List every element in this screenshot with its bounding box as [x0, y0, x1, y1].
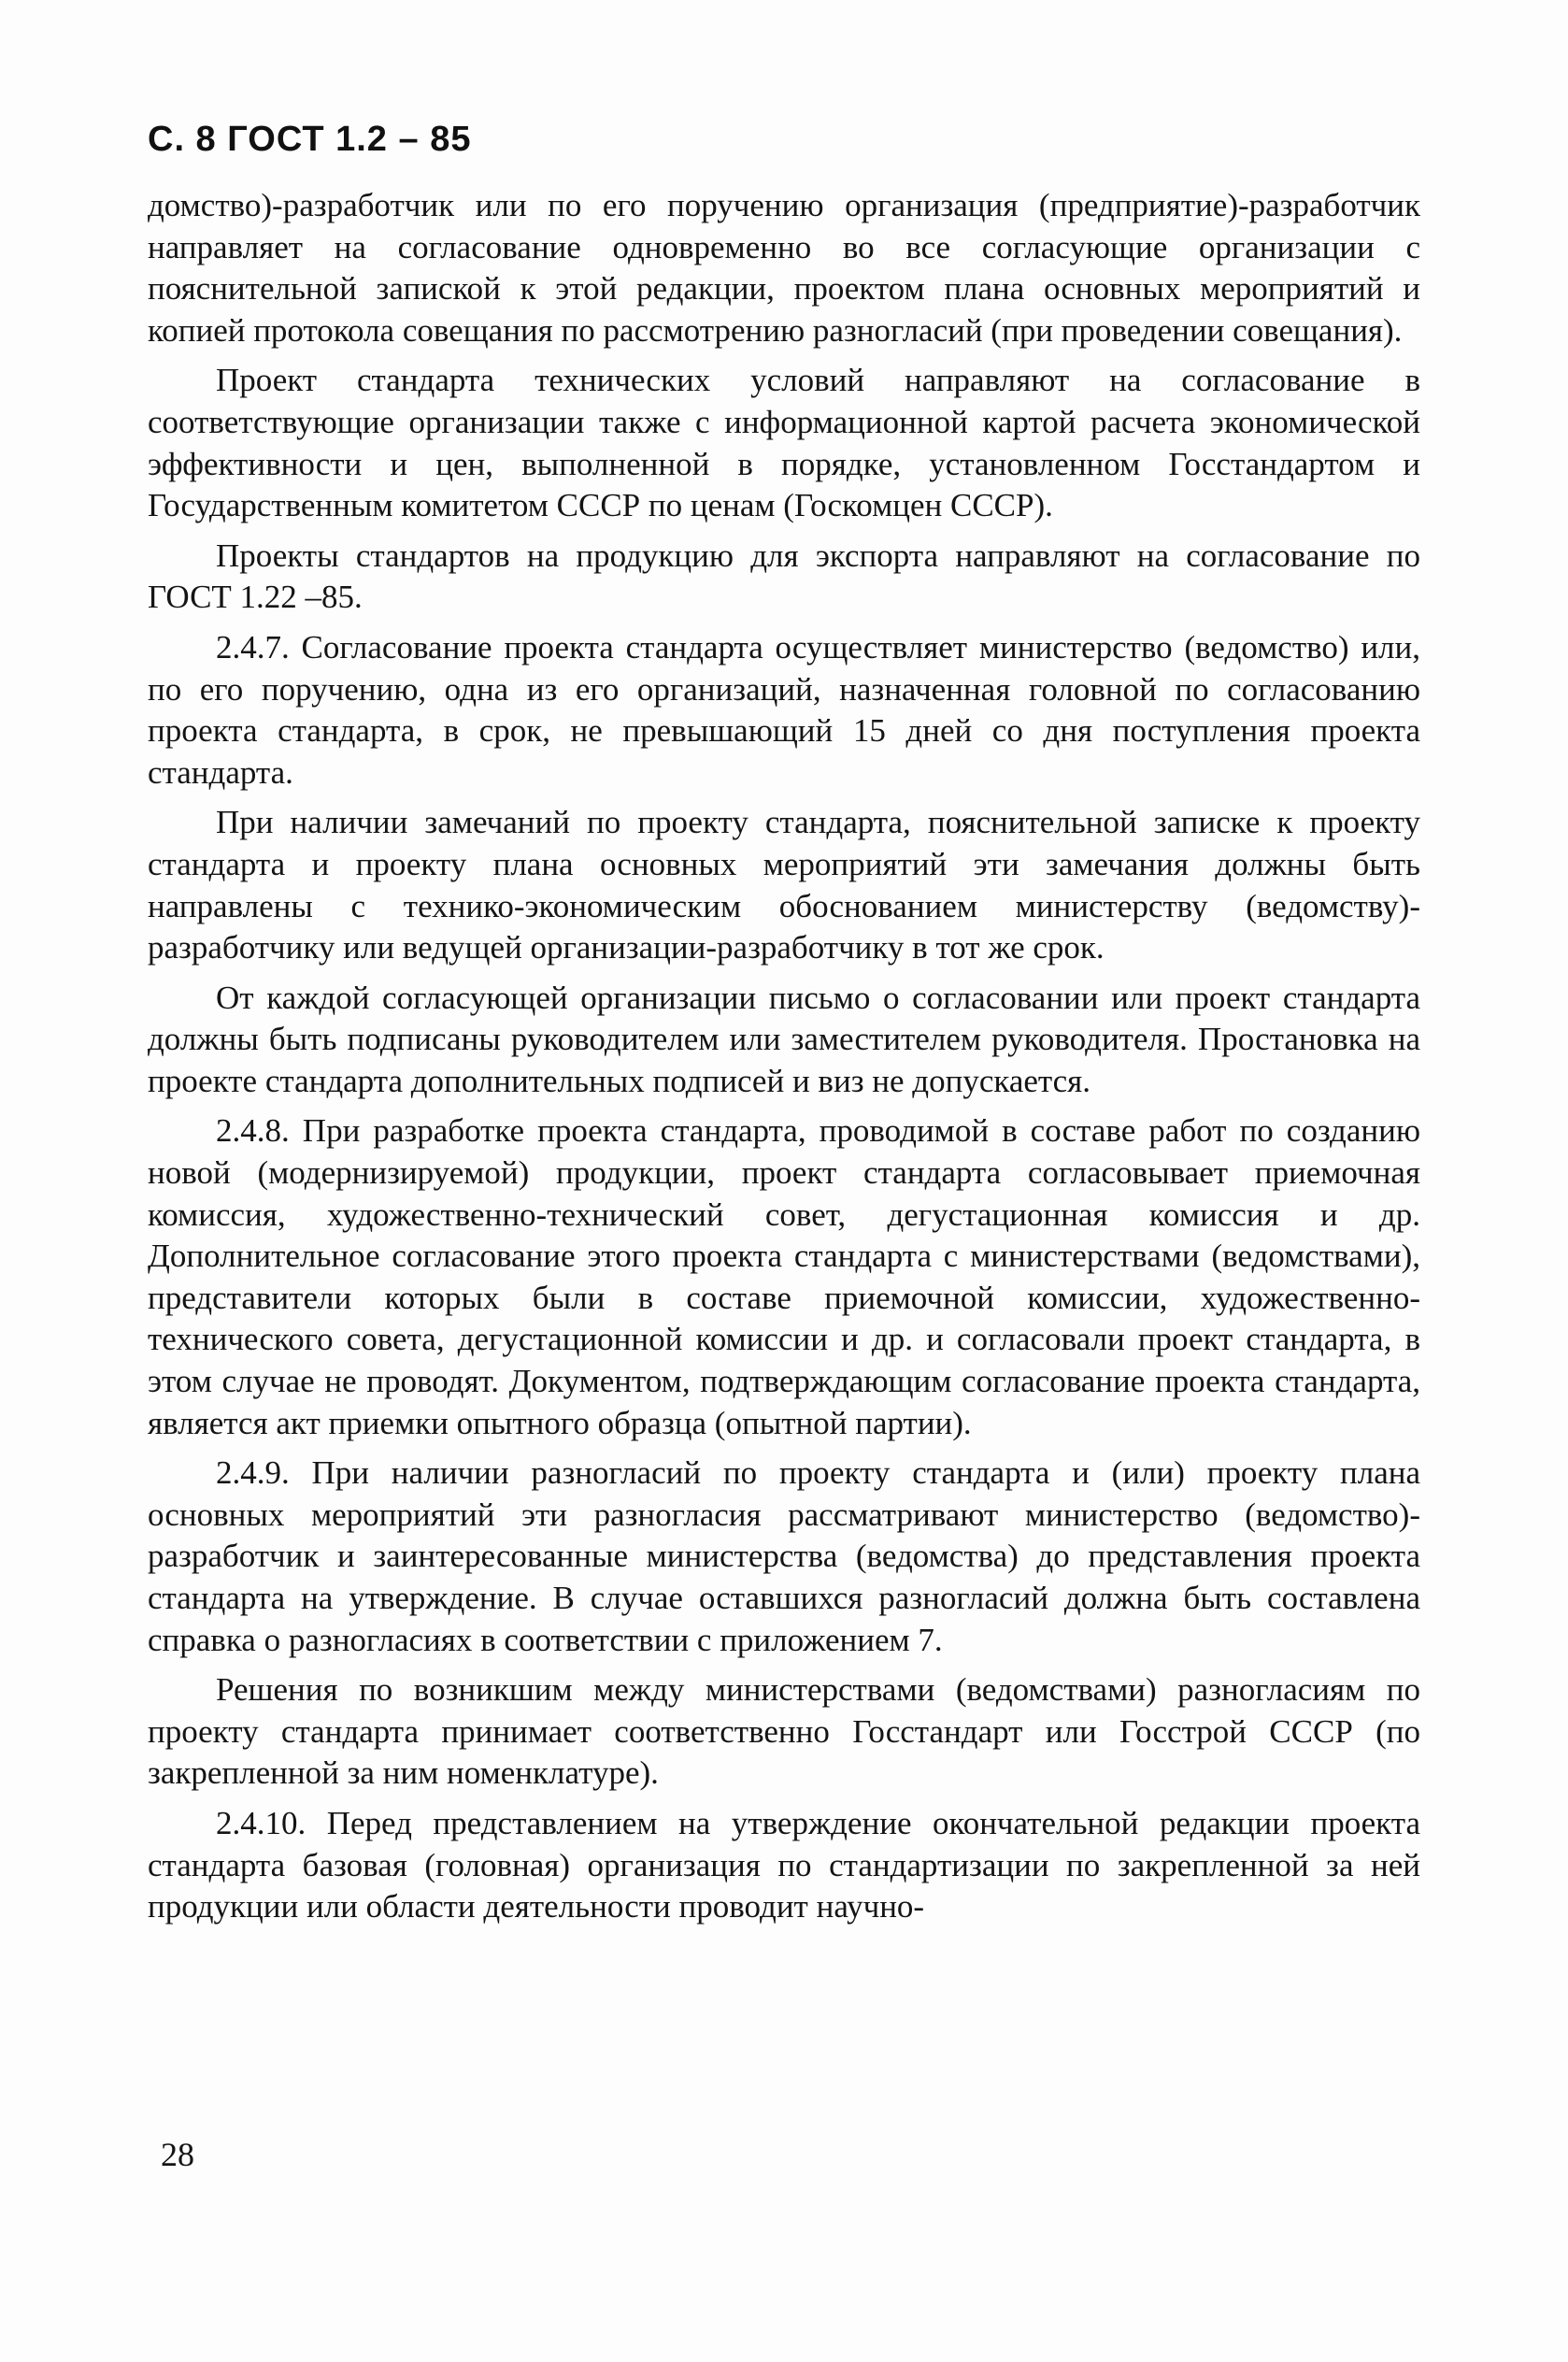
- page-number: 28: [161, 2136, 194, 2173]
- clause-2-4-7: 2.4.7. Согласование проекта стандарта осуществляет министерство (ведомство) или, по его поручению, одна из его организаций, назначенная головной по согласованию проекта стандарта, в срок, не превышающий 15 дней со дня поступления проекта стандарта.: [148, 628, 1420, 791]
- document-body: [148, 185, 1420, 1937]
- paragraph-technical-conditions: Проект стандарта технических условий направляют на согласование в соответствующие организации также с информационной картой расчета экономической эффективности и цен, выполненной в порядке, установленном Госстандартом и Государственным комитетом СССР по ценам (Госкомцен СССР).: [148, 362, 1420, 524]
- clause-2-4-8: 2.4.8. При разработке проекта стандарта, проводимой в составе работ по созданию новой (модернизируемой) продукции, проект стандарта согласовывает приемочная комиссия, художественно-технический совет, дегустационная комиссия и др. Дополнительное согласование этого проекта стандарта с министерствами (ведомствами), представители которых были в составе приемочной комиссии, художественно-технического совета, дегустационной комиссии и др. и согласовали проект стандарта, в этом случае не проводят. Документом, подтверждающим согласование проекта стандарта, является акт приемки опытного образца (опытной партии).: [148, 1112, 1420, 1441]
- paragraph-signatures: От каждой согласующей организации письмо о согласовании или проект стандарта должны быть подписаны руководителем или заместителем руководителя. Простановка на проекте стандарта дополнительных подписей и виз не допускается.: [148, 979, 1420, 1099]
- paragraph-continuation: домство)-разработчик или по его поручению организация (предприятие)-разработчик направляет на согласование одновременно во все согласующие организации с пояснительной запиской к этой редакции, проектом плана основных мероприятий и копией протокола совещания по рассмотрению разногласий (при проведении совещания).: [148, 187, 1420, 349]
- paragraph-decisions: Решения по возникшим между министерствами (ведомствами) разногласиям по проекту стандарта принимает соответственно Госстандарт или Госстрой СССР (по закрепленной за ним номенклатуре).: [148, 1671, 1420, 1792]
- running-header: С. 8 ГОСТ 1.2 – 85: [148, 120, 472, 159]
- paragraph-remarks: При наличии замечаний по проекту стандарта, пояснительной записке к проекту стандарта и проекту плана основных мероприятий эти замечания должны быть направлены с технико-экономическим обоснованием министерству (ведомству)-разработчику или ведущей организации-разработчику в тот же срок.: [148, 804, 1420, 966]
- clause-2-4-10: 2.4.10. Перед представлением на утверждение окончательной редакции проекта стандарта базовая (головная) организация по стандартизации по закрепленной за ней продукции или области деятельности проводит научно-: [148, 1804, 1420, 1925]
- paragraph-export-standards: Проекты стандартов на продукцию для экспорта направляют на согласование по ГОСТ 1.22 –85.: [148, 537, 1420, 616]
- clause-2-4-9: 2.4.9. При наличии разногласий по проекту стандарта и (или) проекту плана основных мероприятий эти разногласия рассматривают министерство (ведомство)-разработчик и заинтересованные министерства (ведомства) до представления проекта стандарта на утверждение. В случае оставшихся разногласий должна быть составлена справка о разногласиях в соответствии с приложением 7.: [148, 1454, 1420, 1658]
